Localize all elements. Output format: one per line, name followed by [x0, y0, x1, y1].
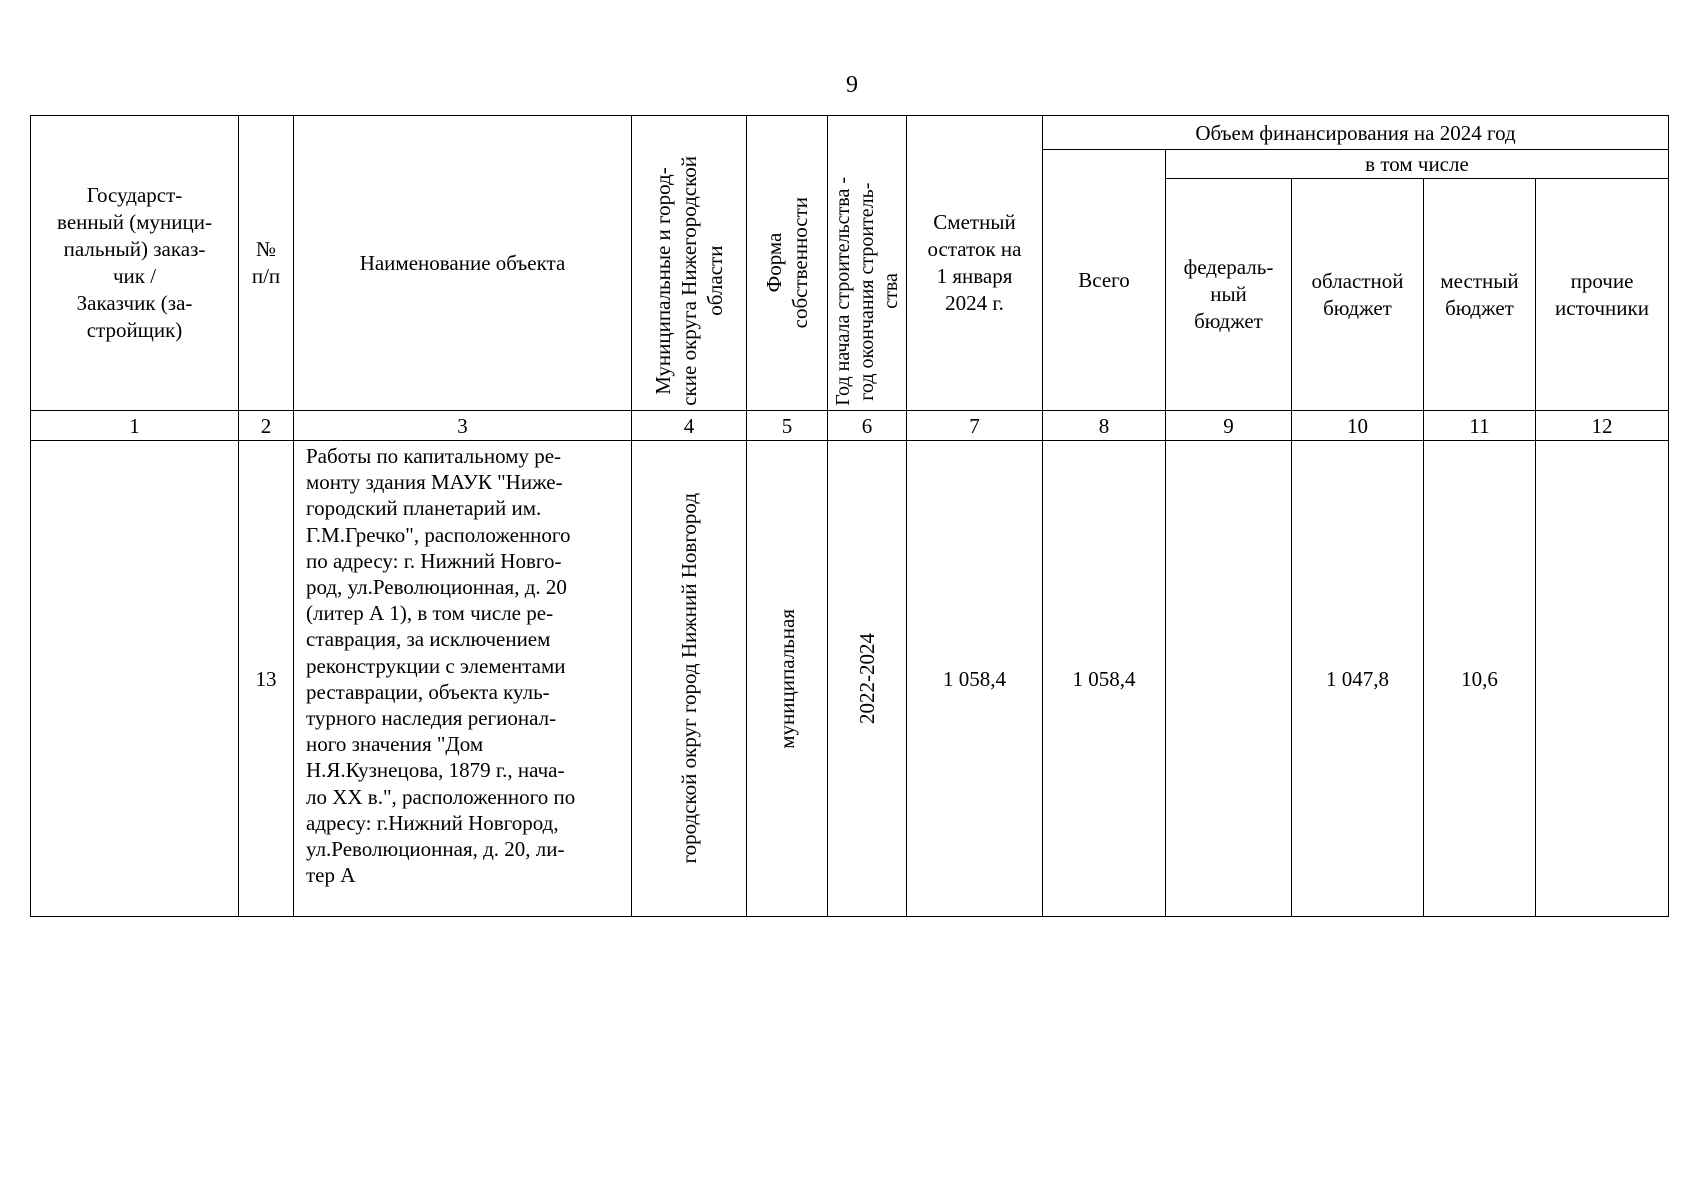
header-years [828, 116, 907, 411]
header-text: стройщик) [86, 318, 183, 342]
column-number: 8 [1043, 411, 1166, 441]
header-number [239, 116, 294, 411]
header-funding: Объем финансирования на 2024 год [1043, 116, 1669, 150]
header-text: № [255, 237, 277, 261]
municipality-text: городской округ город Нижний Новгород [677, 493, 701, 864]
header-text: год окончания строитель- [856, 182, 878, 401]
cell-total: 1 058,4 [1043, 441, 1166, 917]
construction-objects-table [30, 115, 1669, 917]
column-number: 6 [828, 411, 907, 441]
header-text: бюджет [1323, 295, 1392, 320]
object-name-line: монту здания МАУК "Ниже- [306, 470, 563, 495]
header-text: федераль- [1183, 255, 1274, 279]
header-text: п/п [251, 264, 281, 288]
object-name-line: турного наследия регионал- [306, 706, 557, 731]
header-ownership [747, 116, 828, 411]
object-name-line: Н.Я.Кузнецова, 1879 г., нача- [306, 758, 565, 783]
header-text: источники [1555, 295, 1649, 320]
column-number: 9 [1166, 411, 1292, 441]
header-text: ный [1210, 282, 1247, 306]
header-text: Муниципальные и город- [651, 167, 675, 395]
cell-ownership [747, 441, 828, 917]
column-numbers-row [31, 411, 1669, 441]
object-name-line: тер А [306, 863, 356, 888]
header-balance [907, 116, 1043, 411]
header-text: Сметный [933, 210, 1016, 234]
header-text: Форма [762, 233, 786, 293]
column-number: 4 [632, 411, 747, 441]
cell-customer [31, 441, 239, 917]
object-name-line: род, ул.Революционная, д. 20 [306, 575, 567, 600]
cell-number: 13 [239, 441, 294, 917]
header-customer [31, 116, 239, 411]
header-other [1536, 179, 1669, 411]
object-name-line: ло XX в.", расположенного по [306, 784, 576, 809]
cell-federal [1166, 441, 1292, 917]
column-number: 1 [31, 411, 239, 441]
header-text: прочие [1570, 268, 1634, 293]
column-number: 2 [239, 411, 294, 441]
ownership-text: муниципальная [775, 608, 799, 749]
cell-balance: 1 058,4 [907, 441, 1043, 917]
object-name-line: по адресу: г. Нижний Новго- [306, 548, 562, 573]
column-number: 3 [294, 411, 632, 441]
header-federal [1166, 179, 1292, 411]
cell-local: 10,6 [1424, 441, 1536, 917]
object-name-line: реконструкции с элементами [306, 653, 566, 678]
column-number: 5 [747, 411, 828, 441]
object-name-line: ул.Революционная, д. 20, ли- [306, 837, 565, 862]
header-text: чик / [112, 264, 157, 288]
header-text: области [703, 246, 727, 317]
header-text: собственности [788, 197, 812, 329]
cell-object-name [294, 441, 632, 917]
cell-other [1536, 441, 1669, 917]
object-name-line: Работы по капитальному ре- [306, 444, 562, 468]
header-rotated [761, 197, 813, 328]
object-name-line: ставрация, за исключением [306, 627, 551, 652]
cell-years [828, 441, 907, 917]
header-regional [1292, 179, 1424, 411]
header-text: пальный) заказ- [63, 237, 206, 261]
header-local [1424, 179, 1536, 411]
column-number: 12 [1536, 411, 1669, 441]
header-total: Всего [1043, 150, 1166, 411]
column-number: 7 [907, 411, 1043, 441]
header-object-name: Наименование объекта [294, 116, 632, 411]
header-text: областной [1311, 268, 1404, 293]
header-text: Год начала строительства - [832, 177, 854, 406]
cell-regional: 1 047,8 [1292, 441, 1424, 917]
header-text: бюджет [1445, 295, 1514, 320]
cell-municipality [632, 441, 747, 917]
header-including: в том числе [1166, 150, 1669, 179]
header-municipality [632, 116, 747, 411]
header-rotated [650, 156, 728, 406]
object-name-line: (литер А 1), в том числе ре- [306, 601, 554, 626]
header-text: Заказчик (за- [76, 291, 193, 315]
header-text: Государст- [86, 183, 183, 207]
object-name-line: Г.М.Гречко", расположенного [306, 522, 571, 547]
page-number: 9 [846, 72, 858, 98]
object-name-line: реставрации, объекта куль- [306, 679, 550, 704]
header-text: ские округа Нижегородской [677, 156, 701, 406]
header-text: 2024 г. [945, 291, 1004, 315]
column-number: 11 [1424, 411, 1536, 441]
header-text: ства [880, 273, 902, 310]
header-text: бюджет [1194, 309, 1263, 333]
header-rotated [831, 177, 903, 406]
years-text: 2022-2024 [855, 633, 879, 724]
object-name-line: адресу: г.Нижний Новгород, [306, 810, 559, 835]
header-text: местный [1440, 268, 1519, 293]
column-number: 10 [1292, 411, 1424, 441]
object-name-line: ного значения "Дом [306, 732, 484, 757]
header-text: венный (муници- [57, 210, 212, 234]
header-text: 1 января [936, 264, 1013, 288]
table-row [31, 441, 1669, 917]
object-name-line: городский планетарий им. [306, 496, 542, 521]
header-text: остаток на [927, 237, 1022, 261]
